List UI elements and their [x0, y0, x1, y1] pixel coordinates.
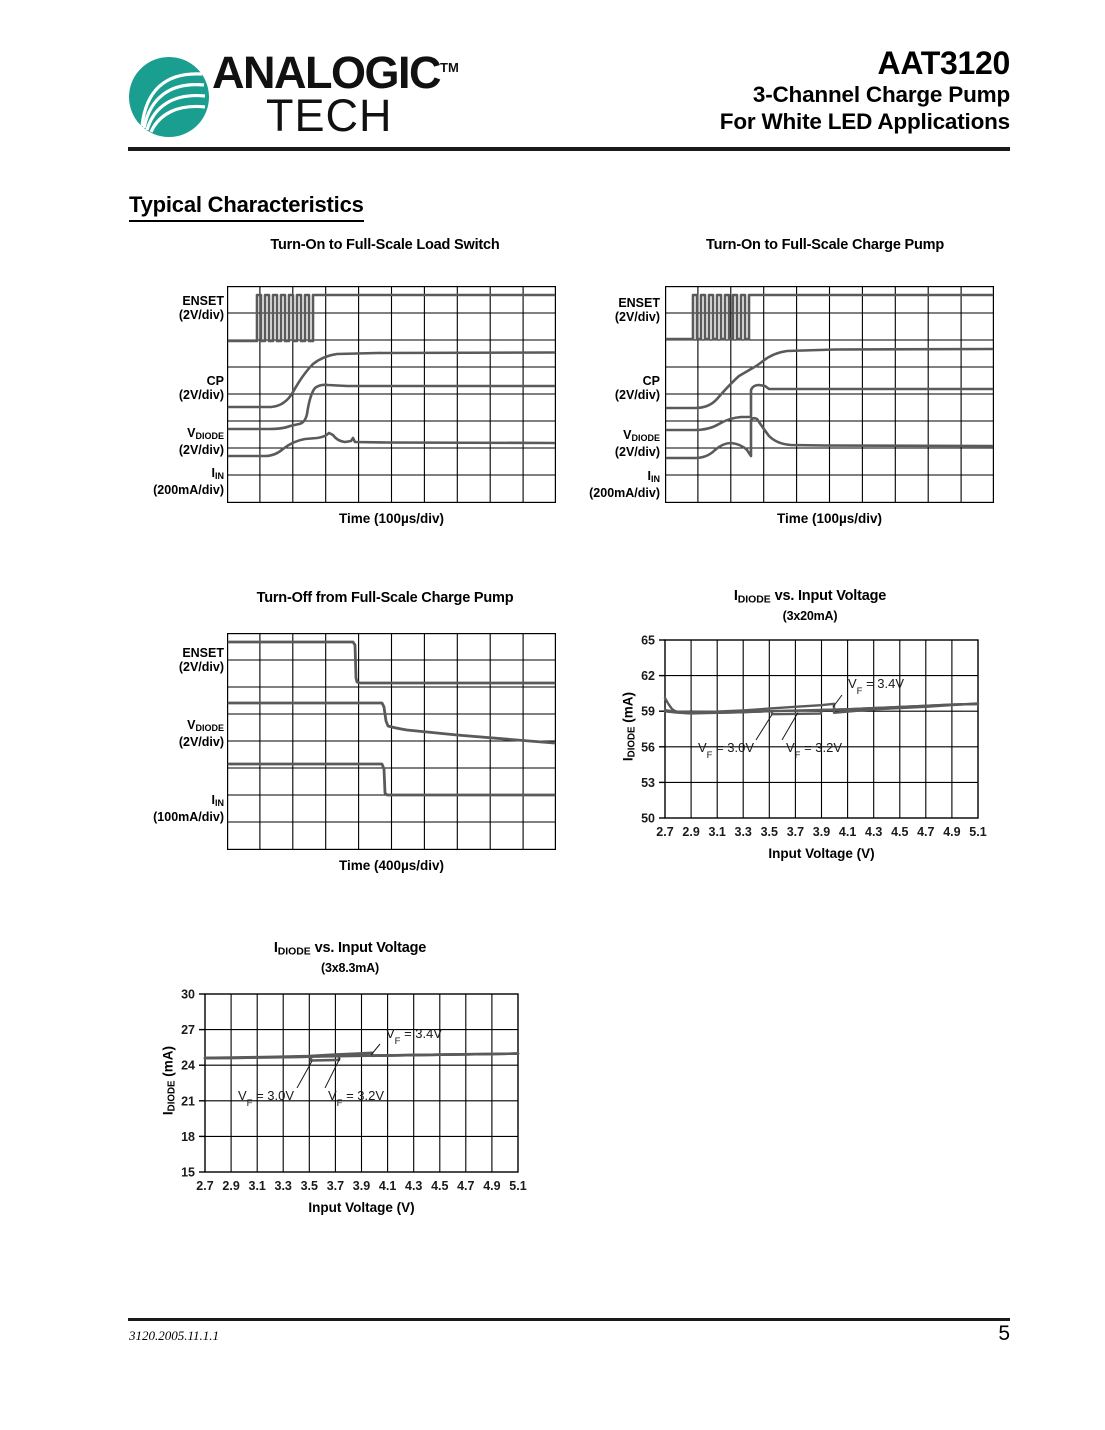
svg-text:27: 27	[181, 1023, 195, 1038]
chart-title-idiode-3x20ma: $I_{DIODE}$ vs. Input Voltage (3x20mA)	[640, 588, 980, 625]
scope1-label-iin: $I_{IN}$ (200mA/div)	[153, 466, 224, 497]
svg-text:3.7: 3.7	[786, 825, 805, 838]
analogic-tech-logo-mark	[128, 56, 210, 138]
scope2-trace-labels	[556, 286, 660, 502]
chart-title-idiode-3x8p3ma: $I_{DIODE}$ vs. Input Voltage (3x8.3mA)	[180, 940, 520, 977]
scope3-label-enset: ENSET (2V/div)	[178, 646, 224, 674]
svg-text:15: 15	[181, 1165, 195, 1180]
scope2-label-enset: ENSET (2V/div)	[614, 296, 660, 324]
svg-text:3.9: 3.9	[812, 825, 831, 838]
svg-text:4.7: 4.7	[917, 825, 935, 838]
scope2-x-caption: Time (100µs/div)	[776, 511, 883, 526]
scope3-x-caption: Time (400µs/div)	[338, 858, 445, 873]
footer-divider	[128, 1318, 1010, 1321]
logo-tech-text: TECH	[266, 90, 393, 141]
idiode-3x20ma-plot	[620, 628, 1000, 838]
svg-text:21: 21	[181, 1094, 195, 1109]
annotation-vf-3p0v: $V_F = 3.0V$	[238, 1088, 295, 1109]
scope2-plot	[665, 286, 994, 503]
svg-text:5.1: 5.1	[969, 825, 987, 838]
svg-text:2.7: 2.7	[656, 825, 674, 838]
scope2-label-cp: CP (2V/div)	[614, 374, 660, 402]
svg-text:50: 50	[641, 811, 655, 826]
svg-text:2.9: 2.9	[222, 1179, 240, 1192]
scope3-label-iin: $I_{IN}$ (100mA/div)	[153, 793, 224, 824]
logo-tm-mark: TM	[440, 60, 459, 75]
svg-text:5.1: 5.1	[509, 1179, 527, 1192]
scope1-trace-labels	[120, 286, 224, 502]
svg-text:30: 30	[181, 987, 195, 1002]
annotation-vf-3p0v: $V_F = 3.0V$	[698, 740, 755, 761]
idiode-3x20ma-x-label: Input Voltage (V)	[768, 846, 875, 861]
idiode-3x20ma-y-label: $I_{DIODE}$ (mA)	[620, 692, 638, 762]
svg-text:18: 18	[181, 1129, 195, 1144]
svg-text:2.9: 2.9	[682, 825, 700, 838]
svg-text:53: 53	[641, 775, 655, 790]
scope1-label-vdiode: $V_{DIODE}$ (2V/div)	[178, 426, 224, 457]
company-logo	[128, 47, 459, 145]
svg-text:3.5: 3.5	[760, 825, 778, 838]
svg-text:4.1: 4.1	[378, 1179, 397, 1192]
chart-title-turn-on-charge-pump: Turn-On to Full-Scale Charge Pump	[705, 237, 945, 253]
scope2-label-iin: $I_{IN}$ (200mA/div)	[589, 469, 660, 500]
scope3-trace-labels	[120, 633, 224, 849]
document-code: 3120.2005.11.1.1	[129, 1328, 220, 1343]
svg-text:3.9: 3.9	[352, 1179, 371, 1192]
svg-text:4.5: 4.5	[891, 825, 909, 838]
scope1-label-enset: ENSET (2V/div)	[178, 294, 224, 322]
idiode-3x8p3ma-plot	[160, 982, 540, 1192]
svg-text:3.3: 3.3	[274, 1179, 292, 1192]
svg-text:65: 65	[641, 633, 655, 648]
logo-analogic-text: ANALOGIC™	[212, 47, 459, 98]
svg-text:3.1: 3.1	[708, 825, 726, 838]
svg-text:3.3: 3.3	[734, 825, 752, 838]
page-number: 5	[998, 1322, 1010, 1345]
svg-text:4.3: 4.3	[865, 825, 883, 838]
annotation-vf-3p2v: $V_F = 3.2V$	[328, 1088, 385, 1109]
svg-text:2.7: 2.7	[196, 1179, 214, 1192]
scope1-plot	[227, 286, 556, 503]
scope3-label-vdiode: $V_{DIODE}$ (2V/div)	[178, 718, 224, 749]
chart-subtitle-idiode-3x20ma: (3x20mA)	[782, 609, 838, 624]
svg-text:4.9: 4.9	[483, 1179, 501, 1192]
svg-text:4.5: 4.5	[431, 1179, 449, 1192]
annotation-vf-3p4v: $V_F = 3.4V$	[386, 1026, 443, 1047]
page-title: Typical Characteristics	[129, 192, 364, 222]
annotation-vf-3p4v: $V_F = 3.4V$	[848, 676, 905, 697]
svg-text:4.1: 4.1	[838, 825, 857, 838]
idiode-3x8p3ma-x-label: Input Voltage (V)	[308, 1200, 415, 1215]
page-header	[128, 45, 1010, 150]
header-subtitle-line2: For White LED Applications	[719, 109, 1010, 134]
chart-title-turn-on-load-switch: Turn-On to Full-Scale Load Switch	[270, 237, 500, 253]
header-divider	[128, 147, 1010, 151]
svg-text:56: 56	[641, 740, 655, 755]
svg-text:4.9: 4.9	[943, 825, 961, 838]
scope3-plot	[227, 633, 556, 850]
svg-text:24: 24	[181, 1058, 195, 1073]
scope2-label-vdiode: $V_{DIODE}$ (2V/div)	[614, 428, 660, 459]
logo-wordmark	[212, 46, 459, 141]
scope1-label-cp: CP (2V/div)	[178, 374, 224, 402]
svg-text:3.1: 3.1	[248, 1179, 266, 1192]
svg-text:4.7: 4.7	[457, 1179, 475, 1192]
svg-text:62: 62	[641, 669, 655, 684]
annotation-vf-3p2v: $V_F = 3.2V$	[786, 740, 843, 761]
svg-text:4.3: 4.3	[405, 1179, 423, 1192]
svg-text:59: 59	[641, 704, 655, 719]
chart-subtitle-idiode-3x8p3ma: (3x8.3mA)	[321, 961, 379, 976]
header-subtitle-line1: 3-Channel Charge Pump	[752, 82, 1010, 107]
chart-title-turn-off-charge-pump: Turn-Off from Full-Scale Charge Pump	[256, 590, 514, 606]
scope1-x-caption: Time (100µs/div)	[338, 511, 445, 526]
header-titles	[720, 45, 1010, 135]
idiode-3x8p3ma-y-label: $I_{DIODE}$ (mA)	[160, 1046, 178, 1116]
part-number: AAT3120	[877, 45, 1010, 81]
svg-text:3.5: 3.5	[300, 1179, 318, 1192]
svg-text:3.7: 3.7	[326, 1179, 345, 1192]
